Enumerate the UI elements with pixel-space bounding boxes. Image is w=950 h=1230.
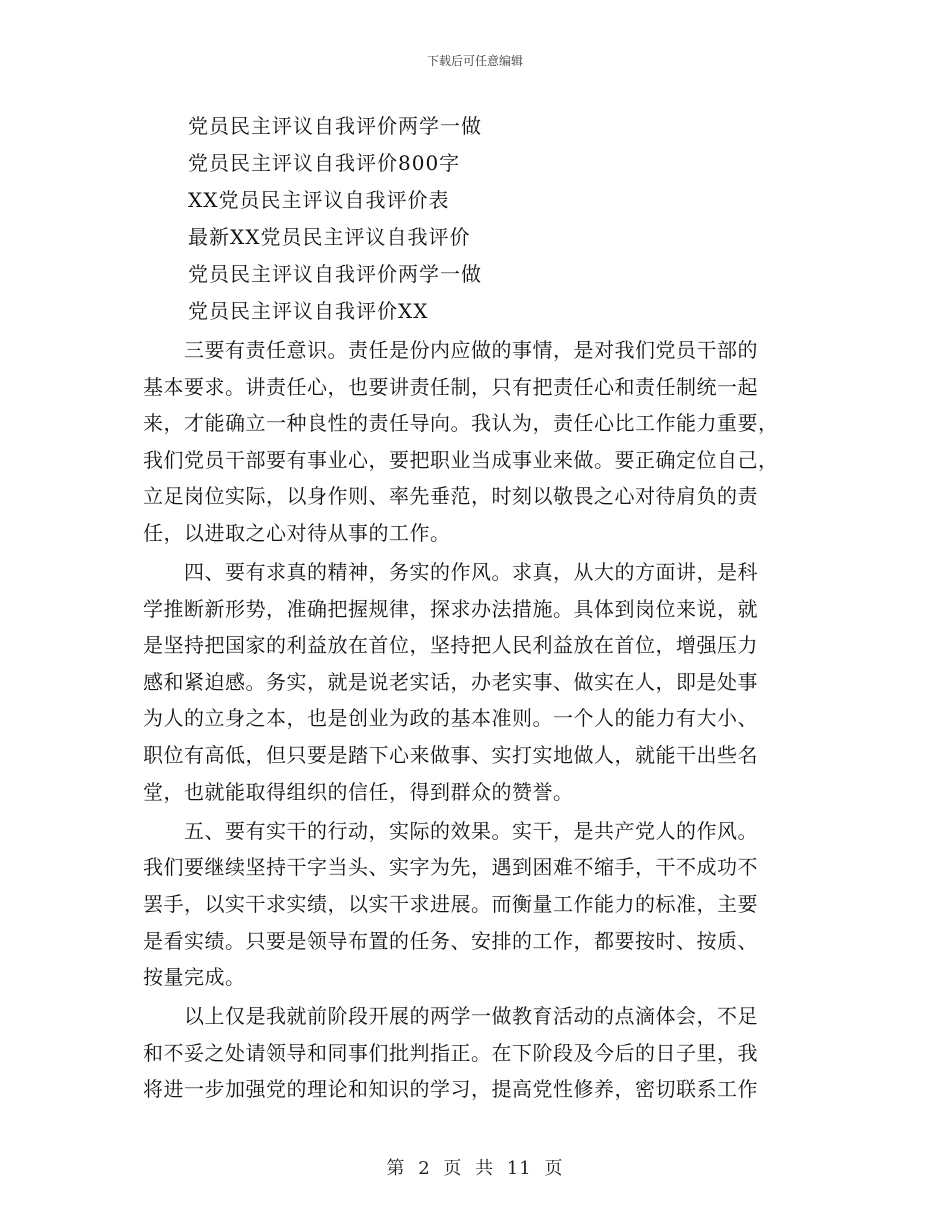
text-line: 职位有高低，但只要是踏下心来做事、实打实地做人，就能干出些名 xyxy=(143,743,758,768)
text-line: 我们要继续坚持干字当头、实字为先，遇到困难不缩手，干不成功不 xyxy=(143,855,758,880)
related-title[interactable]: 最新XX党员民主评议自我评价 xyxy=(188,225,471,249)
text-line: 是看实绩。只要是领导布置的任务、安排的工作，都要按时、按质、 xyxy=(143,928,758,953)
page-header: 下载后可任意编辑 xyxy=(426,54,523,68)
page-number-footer: 第 2 页 共 11 页 xyxy=(386,1158,564,1179)
related-title[interactable]: 党员民主评议自我评价XX xyxy=(188,299,429,323)
text-line: 堂，也就能取得组织的信任，得到群众的赞誉。 xyxy=(143,779,574,804)
related-title[interactable]: 党员民主评议自我评价800字 xyxy=(188,151,461,175)
text-line: 任，以进取之心对待从事的工作。 xyxy=(143,520,451,545)
related-title[interactable]: 党员民主评议自我评价两学一做 xyxy=(188,262,482,286)
text-line: 基本要求。讲责任心，也要讲责任制，只有把责任心和责任制统一起 xyxy=(143,374,758,399)
text-line: 罢手，以实干求实绩，以实干求进展。而衡量工作能力的标准，主要 xyxy=(143,891,758,916)
paragraph-responsibility xyxy=(143,332,803,552)
text-line: 三要有责任意识。责任是份内应做的事情，是对我们党员干部的 xyxy=(143,338,758,362)
text-line: 来，才能确立一种良性的责任导向。我认为，责任心比工作能力重要， xyxy=(143,411,779,436)
text-line: 感和紧迫感。务实，就是说老实话，办老实事、做实在人，即是处事 xyxy=(143,669,758,694)
text-line: 和不妥之处请领导和同事们批判指正。在下阶段及今后的日子里，我 xyxy=(143,1040,758,1065)
text-line: 为人的立身之本，也是创业为政的基本准则。一个人的能力有大小、 xyxy=(143,706,758,731)
text-line: 按量完成。 xyxy=(143,965,246,990)
paragraph-conclusion xyxy=(143,998,803,1108)
text-line: 是坚持把国家的利益放在首位，坚持把人民利益放在首位，增强压力 xyxy=(143,633,758,658)
text-line: 以上仅是我就前阶段开展的两学一做教育活动的点滴体会，不足 xyxy=(143,1004,758,1029)
text-line: 立足岗位实际，以身作则、率先垂范，时刻以敬畏之心对待肩负的责 xyxy=(143,484,758,509)
document-body xyxy=(143,332,803,1110)
text-line: 学推断新形势，准确把握规律，探求办法措施。具体到岗位来说，就 xyxy=(143,596,758,621)
paragraph-practical-action xyxy=(143,813,803,996)
related-title[interactable]: 党员民主评议自我评价两学一做 xyxy=(188,114,482,138)
paragraph-truth-seeking xyxy=(143,554,803,810)
text-line: 我们党员干部要有事业心，要把职业当成事业来做。要正确定位自己， xyxy=(143,447,779,472)
text-line: 五、要有实干的行动，实际的效果。实干，是共产党人的作风。 xyxy=(143,818,758,843)
related-title[interactable]: XX党员民主评议自我评价表 xyxy=(188,188,450,212)
text-line: 四、要有求真的精神，务实的作风。求真，从大的方面讲，是科 xyxy=(143,560,758,585)
related-titles-list xyxy=(188,108,808,330)
text-line: 将进一步加强党的理论和知识的学习，提高党性修养，密切联系工作 xyxy=(143,1077,758,1102)
